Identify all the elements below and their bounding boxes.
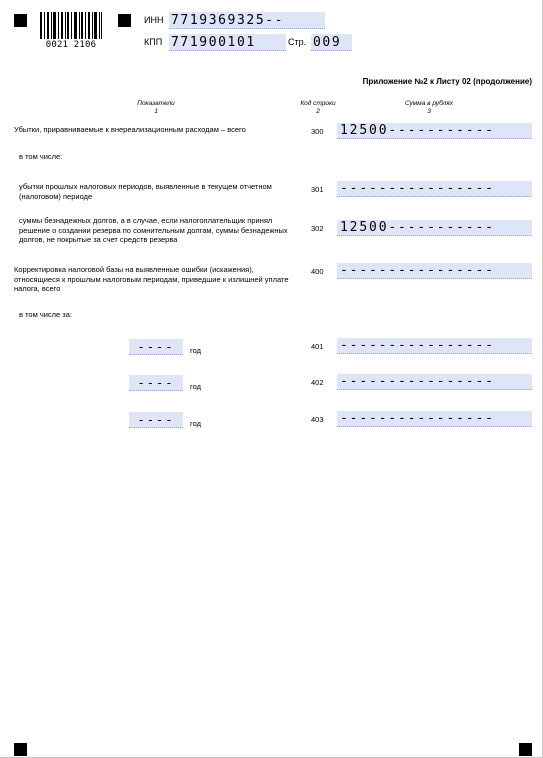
page-number-field[interactable]: 009 [311, 34, 352, 51]
row-302-code: 302 [311, 224, 324, 233]
row-402-year-field[interactable]: ---- [129, 375, 183, 391]
row-400-code: 400 [311, 267, 324, 276]
corner-marker-bottom-left [14, 743, 27, 756]
column-header-number: 1 [154, 108, 158, 115]
row-400-value-field[interactable]: ---------------- [337, 263, 532, 279]
row-403-year-label: год [190, 419, 201, 428]
row-301-code: 301 [311, 185, 324, 194]
row-402-year-label: год [190, 382, 201, 391]
row-403-value-field[interactable]: ---------------- [337, 411, 532, 427]
column-header-label: Показатели [137, 100, 175, 107]
including-for-label: в том числе за: [19, 310, 73, 319]
column-header-label: Сумма в рублях [404, 100, 454, 107]
row-302-value-field[interactable]: 12500----------- [337, 220, 532, 236]
row-300-code: 300 [311, 127, 324, 136]
corner-marker-bottom-right [519, 743, 532, 756]
row-403-year-field[interactable]: ---- [129, 412, 183, 428]
inn-label: ИНН [144, 15, 164, 25]
column-header-label: Код строки [300, 100, 336, 107]
page-title: Приложение №2 к Листу 02 (продолжение) [362, 77, 532, 86]
column-header-number: 2 [316, 108, 320, 115]
row-403-code: 403 [311, 415, 324, 424]
column-header-line-code [292, 100, 344, 116]
row-402-code: 402 [311, 378, 324, 387]
including-label: в том числе: [19, 152, 63, 161]
row-401-value-field[interactable]: ---------------- [337, 338, 532, 354]
row-401-year-field[interactable]: ---- [129, 339, 183, 355]
column-header-indicators [120, 100, 192, 116]
row-300-label: Убытки, приравниваемые к внереализационным расходам – всего [14, 125, 246, 134]
row-302-label: суммы безнадежных долгов, а в случае, если налогоплательщик принял решение о создании резерва по сомнительным долгам, суммы безнадежных долгов, не покрытые за счет средств резерва [19, 216, 288, 244]
row-401-year-label: год [190, 346, 201, 355]
row-300-value-field[interactable]: 12500----------- [337, 123, 532, 139]
inn-field[interactable]: 7719369325-- [169, 12, 325, 29]
column-header-number: 3 [427, 108, 431, 115]
row-402-value-field[interactable]: ---------------- [337, 374, 532, 390]
row-400-label: Корректировка налоговой базы на выявленные ошибки (искажения), относящиеся к прошлым налоговым периодам, приведшие к излишней уплате налога, всего [14, 265, 289, 293]
page-number-label: Стр. [288, 37, 307, 47]
kpp-field[interactable]: 771900101 [169, 34, 286, 51]
row-301-value-field[interactable]: ---------------- [337, 181, 532, 197]
row-401-code: 401 [311, 342, 324, 351]
corner-marker-top-left [14, 14, 27, 27]
corner-marker-top-mid [118, 14, 131, 27]
barcode-number: 0021 2106 [45, 40, 97, 50]
column-header-amount [380, 100, 478, 116]
kpp-label: КПП [144, 37, 163, 47]
row-301-label: убытки прошлых налоговых периодов, выявленные в текущем отчетном (налоговом) периоде [19, 182, 272, 201]
